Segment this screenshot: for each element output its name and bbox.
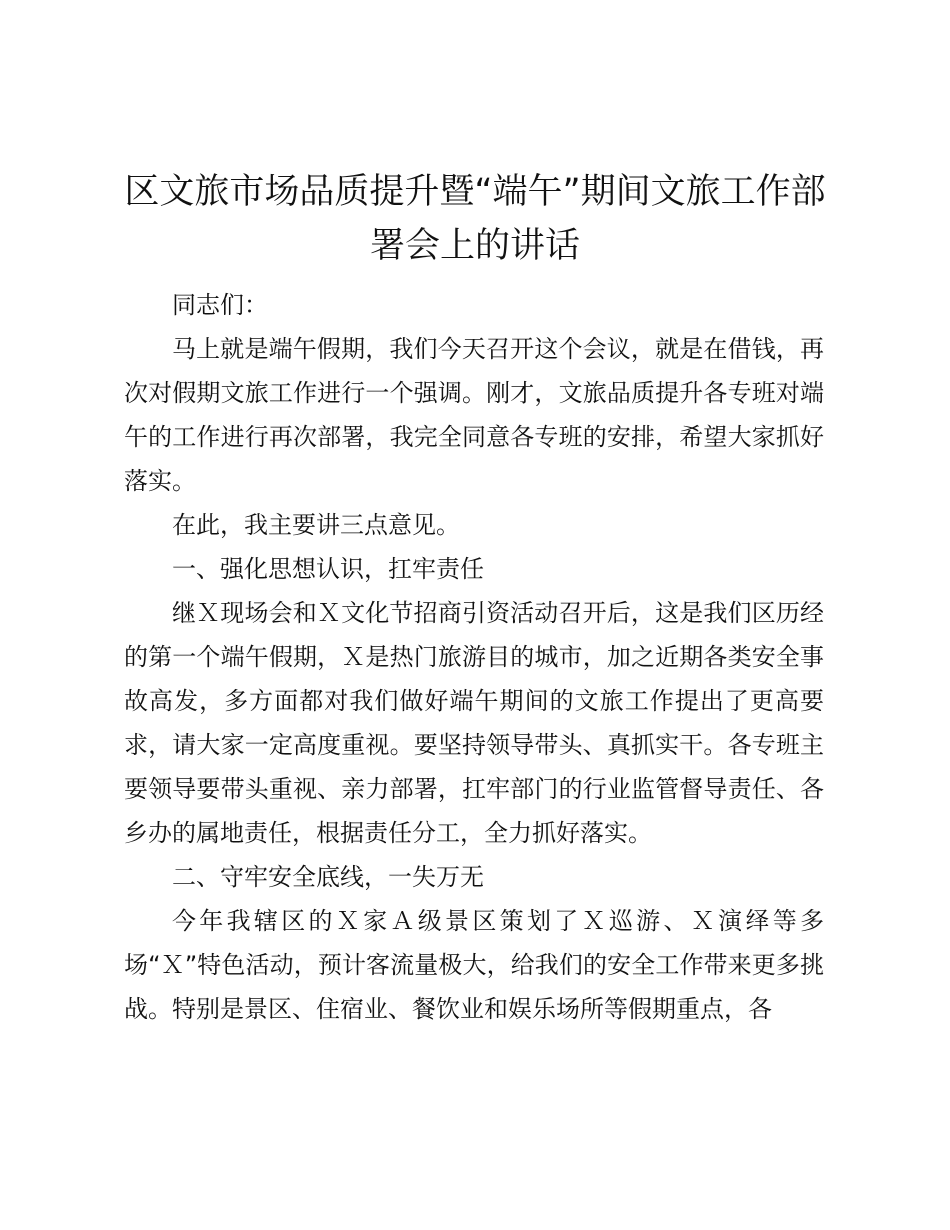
- section-2-paragraph: 今年我辖区的Ｘ家Ａ级景区策划了Ｘ巡游、Ｘ演绎等多场“Ｘ”特色活动，预计客流量极大，给我们的安全工作带来更多挑战。特别是景区、住宿业、餐饮业和娱乐场所等假期重点，各: [124, 907, 824, 1023]
- document-body: [124, 283, 824, 1031]
- salutation: 同志们：: [172, 291, 268, 319]
- section-2-heading: 二、守牢安全底线，一失万无: [172, 863, 484, 891]
- document-title: 区文旅市场品质提升暨“端午”期间文旅工作部署会上的讲话: [124, 172, 826, 266]
- overview-paragraph: 在此，我主要讲三点意见。: [172, 511, 460, 539]
- section-1-paragraph: 继Ｘ现场会和Ｘ文化节招商引资活动召开后，这是我们区历经的第一个端午假期，Ｘ是热门旅游目的城市，加之近期各类安全事故高发，多方面都对我们做好端午期间的文旅工作提出了更高要求，请大家一定高度重视。要坚持领导带头、真抓实干。各专班主要领导要带头重视、亲力部署，扛牢部门的行业监管督导责任、各乡办的属地责任，根据责任分工，全力抓好落实。: [124, 599, 824, 847]
- intro-paragraph: 马上就是端午假期，我们今天召开这个会议，就是在借钱，再次对假期文旅工作进行一个强调。刚才，文旅品质提升各专班对端午的工作进行再次部署，我完全同意各专班的安排，希望大家抓好落实。: [124, 335, 824, 495]
- section-1-heading: 一、强化思想认识，扛牢责任: [172, 555, 484, 583]
